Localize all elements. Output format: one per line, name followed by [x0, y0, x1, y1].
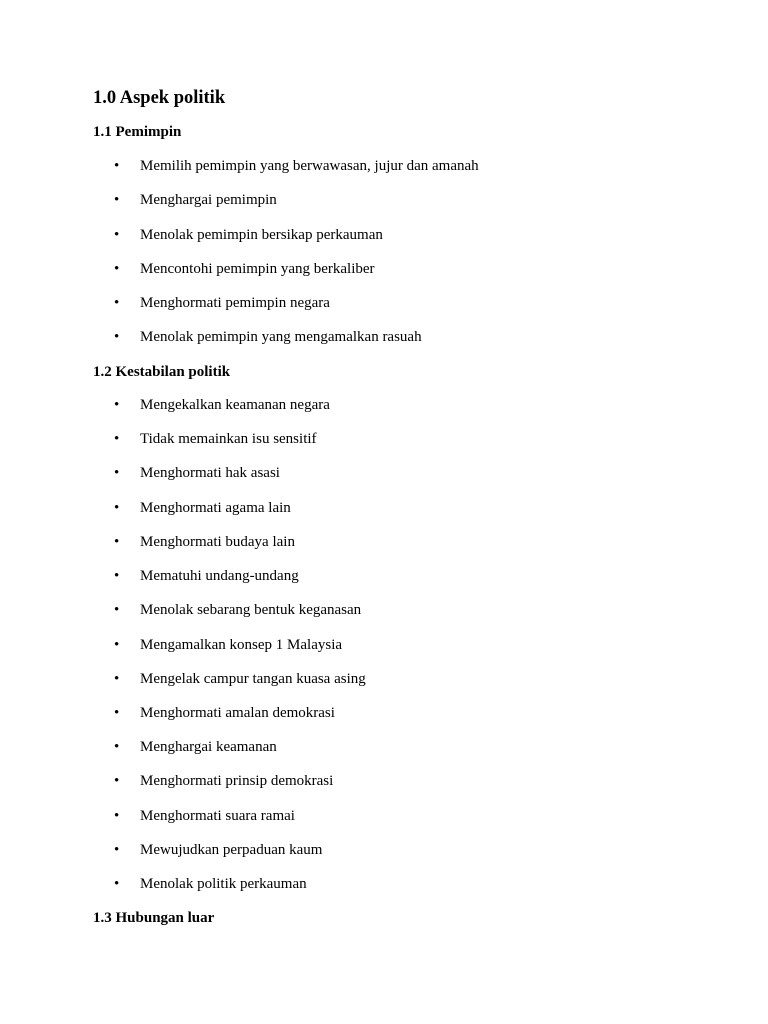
list-item-text: Mematuhi undang-undang: [140, 568, 299, 584]
bullet-icon: •: [114, 329, 120, 345]
list-item-text: Mengelak campur tangan kuasa asing: [140, 671, 366, 687]
section-heading-pemimpin: 1.1 Pemimpin: [93, 124, 182, 140]
list-item-text: Tidak memainkan isu sensitif: [140, 431, 317, 447]
list-item-text: Menghormati hak asasi: [140, 465, 280, 481]
list-item-text: Menghormati amalan demokrasi: [140, 705, 335, 721]
list-item-text: Mengekalkan keamanan negara: [140, 397, 330, 413]
bullet-icon: •: [114, 500, 120, 516]
bullet-icon: •: [114, 842, 120, 858]
list-item-text: Mewujudkan perpaduan kaum: [140, 842, 323, 858]
list-item-text: Menghargai keamanan: [140, 739, 277, 755]
bullet-icon: •: [114, 671, 120, 687]
bullet-icon: •: [114, 739, 120, 755]
bullet-icon: •: [114, 431, 120, 447]
list-item-text: Menghargai pemimpin: [140, 192, 277, 208]
list-item-text: Mencontohi pemimpin yang berkaliber: [140, 261, 375, 277]
bullet-icon: •: [114, 534, 120, 550]
list-item-text: Menolak sebarang bentuk keganasan: [140, 602, 362, 618]
bullet-icon: •: [114, 465, 120, 481]
list-item-text: Menghormati suara ramai: [140, 808, 295, 824]
list-item-text: Menghormati budaya lain: [140, 534, 295, 550]
bullet-icon: •: [114, 261, 120, 277]
bullet-icon: •: [114, 397, 120, 413]
bullet-icon: •: [114, 158, 120, 174]
list-item-text: Menghormati agama lain: [140, 500, 291, 516]
list-item-text: Menolak pemimpin yang mengamalkan rasuah: [140, 329, 422, 345]
section-heading-kestabilan-politik: 1.2 Kestabilan politik: [93, 364, 231, 380]
section-heading-hubungan-luar: 1.3 Hubungan luar: [93, 910, 215, 926]
bullet-icon: •: [114, 568, 120, 584]
bullet-icon: •: [114, 705, 120, 721]
bullet-icon: •: [114, 295, 120, 311]
document-title: 1.0 Aspek politik: [93, 88, 226, 108]
list-item-text: Menghormati pemimpin negara: [140, 295, 330, 311]
bullet-icon: •: [114, 227, 120, 243]
bullet-icon: •: [114, 192, 120, 208]
bullet-icon: •: [114, 773, 120, 789]
bullet-icon: •: [114, 637, 120, 653]
list-item-text: Mengamalkan konsep 1 Malaysia: [140, 637, 343, 653]
list-item-text: Menghormati prinsip demokrasi: [140, 773, 334, 789]
list-item-text: Memilih pemimpin yang berwawasan, jujur dan amanah: [140, 158, 479, 174]
list-item-text: Menolak pemimpin bersikap perkauman: [140, 227, 383, 243]
list-item-text: Menolak politik perkauman: [140, 876, 307, 892]
bullet-icon: •: [114, 876, 120, 892]
bullet-icon: •: [114, 808, 120, 824]
bullet-icon: •: [114, 602, 120, 618]
